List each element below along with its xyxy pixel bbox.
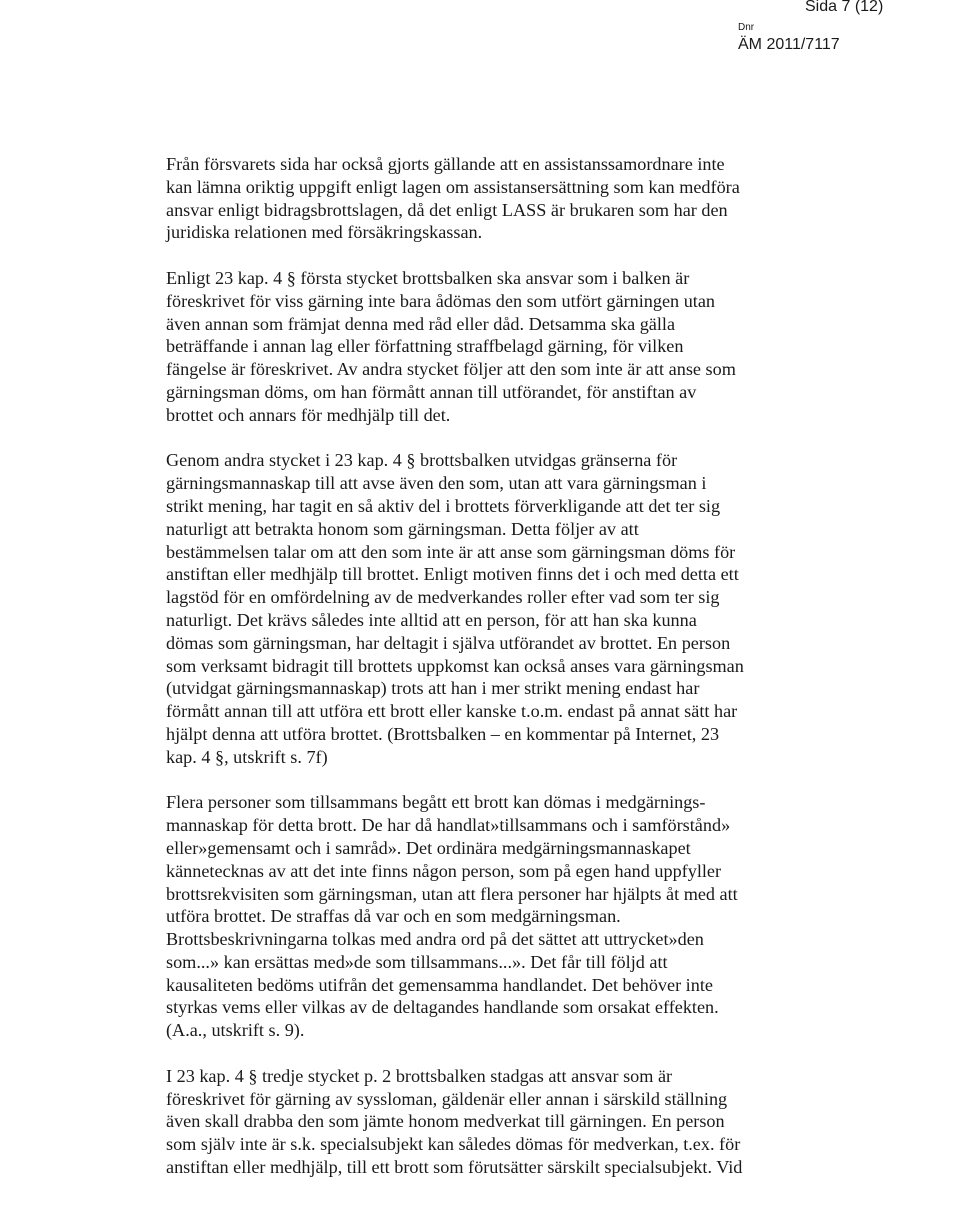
text-line: Genom andra stycket i 23 kap. 4 § brottsbalken utvidgas gränserna för	[166, 450, 678, 471]
text-line: kap. 4 §, utskrift s. 7f)	[166, 746, 328, 767]
text-line: brottsrekvisiten som gärningsman, utan att flera personer har hjälpts åt med att	[166, 883, 738, 904]
text-line: som...» kan ersättas med»de som tillsammans...». Det får till följd att	[166, 951, 668, 972]
text-line: dömas som gärningsman, har deltagit i själva utförandet av brottet. En person	[166, 632, 731, 653]
document-body	[166, 153, 826, 1202]
text-line: naturligt. Det krävs således inte alltid att en person, för att han ska kunna	[166, 609, 697, 630]
text-line: ansvar enligt bidragsbrottslagen, då det enligt LASS är brukaren som har den	[166, 199, 728, 220]
dnr-value: ÄM 2011/7117	[738, 36, 840, 53]
text-line: bestämmelsen talar om att den som inte är att anse som gärningsman döms för	[166, 541, 736, 562]
paragraph	[166, 449, 826, 768]
text-line: styrkas vems eller vilkas av de deltagandes handlande som orsakat effekten.	[166, 997, 719, 1018]
text-line: strikt mening, har tagit en så aktiv del i brottets förverkligande att det ter sig	[166, 495, 721, 516]
text-line: juridiska relationen med försäkringskassan.	[166, 222, 483, 243]
text-line: som själv inte är s.k. specialsubjekt kan således dömas för medverkan, t.ex. för	[166, 1134, 741, 1155]
text-line: Brottsbeskrivningarna tolkas med andra ord på det sättet att uttrycket»den	[166, 929, 704, 950]
text-line: förmått annan till att utföra ett brott eller kanske t.o.m. endast på annat sätt har	[166, 701, 738, 722]
text-line: I 23 kap. 4 § tredje stycket p. 2 brottsbalken stadgas att ansvar som är	[166, 1065, 673, 1086]
text-line: anstiftan eller medhjälp till brottet. Enligt motiven finns det i och med detta ett	[166, 564, 739, 585]
text-line: fängelse är föreskrivet. Av andra stycket följer att den som inte är att anse som	[166, 359, 736, 380]
text-line: föreskrivet för viss gärning inte bara ådömas den som utfört gärningen utan	[166, 290, 716, 311]
text-line: naturligt att betrakta honom som gärningsman. Detta följer av att	[166, 518, 639, 539]
text-line: föreskrivet för gärning av syssloman, gäldenär eller annan i särskild ställning	[166, 1088, 728, 1109]
text-line: Enligt 23 kap. 4 § första stycket brottsbalken ska ansvar som i balken är	[166, 267, 690, 288]
paragraph	[166, 791, 826, 1042]
text-line: lagstöd för en omfördelning av de medverkandes roller efter vad som ter sig	[166, 587, 720, 608]
dnr-label: Dnr	[738, 22, 755, 33]
paragraph	[166, 267, 826, 427]
text-line: utföra brottet. De straffas då var och en som medgärningsman.	[166, 906, 621, 927]
paragraph	[166, 153, 826, 244]
text-line: Från försvarets sida har också gjorts gällande att en assistanssamordnare inte	[166, 154, 725, 174]
text-line: Flera personer som tillsammans begått ett brott kan dömas i medgärnings-	[166, 792, 706, 813]
page-number: Sida 7 (12)	[805, 0, 884, 15]
text-line: brottet och annars för medhjälp till det.	[166, 404, 451, 425]
text-line: eller»gemensamt och i samråd». Det ordinära medgärningsmannaskapet	[166, 837, 691, 858]
text-line: även annan som främjat denna med råd eller dåd. Detsamma ska gälla	[166, 313, 676, 334]
text-line: kännetecknas av att det inte finns någon person, som på egen hand uppfyller	[166, 860, 722, 881]
text-line: anstiftan eller medhjälp, till ett brott som förutsätter särskilt specialsubjekt. Vid	[166, 1157, 743, 1178]
paragraph	[166, 1065, 826, 1179]
text-line: kausaliteten bedöms utifrån det gemensamma handlandet. Det behöver inte	[166, 974, 713, 995]
text-line: beträffande i annan lag eller författning straffbelagd gärning, för vilken	[166, 336, 684, 357]
text-line: mannaskap för detta brott. De har då handlat»tillsammans och i samförstånd»	[166, 815, 731, 836]
text-line: gärningsmannaskap till att avse även den som, utan att vara gärningsman i	[166, 473, 707, 494]
text-line: även skall drabba den som jämte honom medverkat till gärningen. En person	[166, 1111, 725, 1132]
text-line: (A.a., utskrift s. 9).	[166, 1020, 305, 1041]
text-line: gärningsman döms, om han förmått annan till utförandet, för anstiftan av	[166, 381, 697, 402]
text-line: hjälpt denna att utföra brottet. (Brottsbalken – en kommentar på Internet, 23	[166, 723, 720, 744]
text-line: kan lämna oriktig uppgift enligt lagen om assistansersättning som kan medföra	[166, 176, 740, 197]
text-line: (utvidgat gärningsmannaskap) trots att han i mer strikt mening endast har	[166, 678, 700, 699]
text-line: som verksamt bidragit till brottets uppkomst kan också anses vara gärningsman	[166, 655, 744, 676]
